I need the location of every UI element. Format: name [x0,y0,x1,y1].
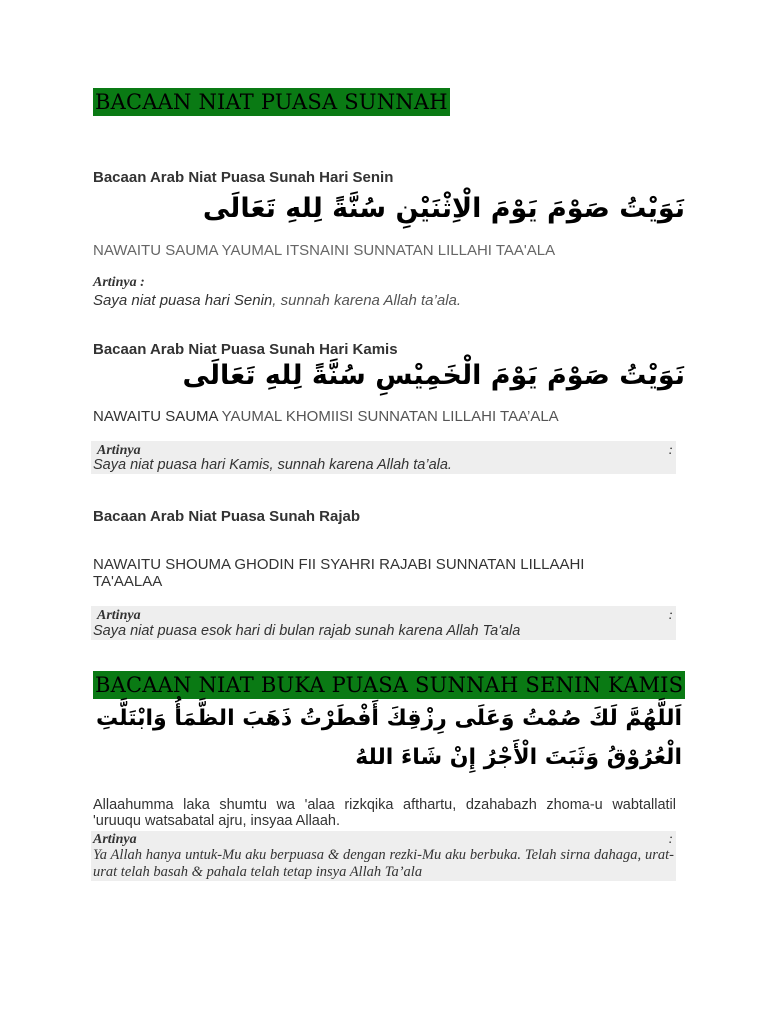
meaning-senin [93,292,461,309]
meaning-kamis: Saya niat puasa hari Kamis, sunnah karena Allah ta’ala. [93,457,452,473]
latin-text-rajab: NAWAITU SHOUMA GHODIN FII SYAHRI RAJABI SUNNATAN LILLAAHI TA'AALAA [93,556,585,590]
artinya-label-rajab: Artinya [97,608,141,623]
arabic-text-buka-line2: الْعُرُوْقُ وَثَبَتَ الْأَجْرُ إِنْ شَاءَ اللهُ [355,745,682,770]
artinya-label-buka: Artinya [93,832,137,847]
arabic-text-kamis: نَوَيْتُ صَوْمَ يَوْمَ الْخَمِيْسِ سُنَّةً لِلهِ تَعَالَى [182,360,685,391]
arabic-text-buka-line1: اَللَّهُمَّ لَكَ صُمْتُ وَعَلَى رِزْقِكَ أَفْطَرْتُ ذَهَبَ الظَّمَأُ وَابْتَلَّتِ [95,706,682,731]
latin-text-kamis [93,408,559,425]
section-heading-niat-puasa: BACAAN NIAT PUASA SUNNAH [95,90,448,114]
meaning-senin-part1: Saya niat puasa hari Senin [93,292,273,309]
meaning-buka: Ya Allah hanya untuk-Mu aku berpuasa & dengan rezki-Mu aku berbuka. Telah sirna dahaga, urat-urat telah basah & pahala telah tetap insya Allah Ta’ala [93,847,674,880]
artinya-box-rajab [91,606,676,640]
meaning-senin-part2: , sunnah karena Allah ta’ala. [272,292,462,309]
artinya-box-kamis [91,441,676,474]
heading-niat-rajab: Bacaan Arab Niat Puasa Sunah Rajab [93,508,361,525]
heading-niat-senin: Bacaan Arab Niat Puasa Sunah Hari Senin [93,169,394,186]
latin-kamis-part2: YAUMAL KHOMIISI SUNNATAN LILLAHI TAA’ALA [221,408,559,425]
artinya-box-buka [91,831,676,881]
latin-text-senin: NAWAITU SAUMA YAUMAL ITSNAINI SUNNATAN LILLAHI TAA'ALA [93,242,556,259]
artinya-colon-buka: : [668,832,673,847]
section-heading-buka-puasa: BACAAN NIAT BUKA PUASA SUNNAH SENIN KAMIS [95,673,684,697]
artinya-label-senin: Artinya : [93,275,145,290]
heading-niat-kamis: Bacaan Arab Niat Puasa Sunah Hari Kamis [93,341,398,358]
arabic-text-senin: نَوَيْتُ صَوْمَ يَوْمَ الْاِثْنَيْنِ سُنَّةً لِلهِ تَعَالَى [202,193,685,224]
meaning-rajab: Saya niat puasa esok hari di bulan rajab sunah karena Allah Ta'ala [93,623,521,639]
artinya-colon-kamis: : [668,443,673,458]
latin-text-buka: Allaahumma laka shumtu wa 'alaa rizkqika afthartu, dzahabazh zhoma-u wabtallatil 'uruuqu watsabatal ajru, insyaa Allaah. [93,797,676,829]
latin-kamis-part1: NAWAITU SAUMA [93,408,222,425]
artinya-colon-rajab: : [668,608,673,623]
artinya-label-kamis: Artinya [97,443,141,458]
